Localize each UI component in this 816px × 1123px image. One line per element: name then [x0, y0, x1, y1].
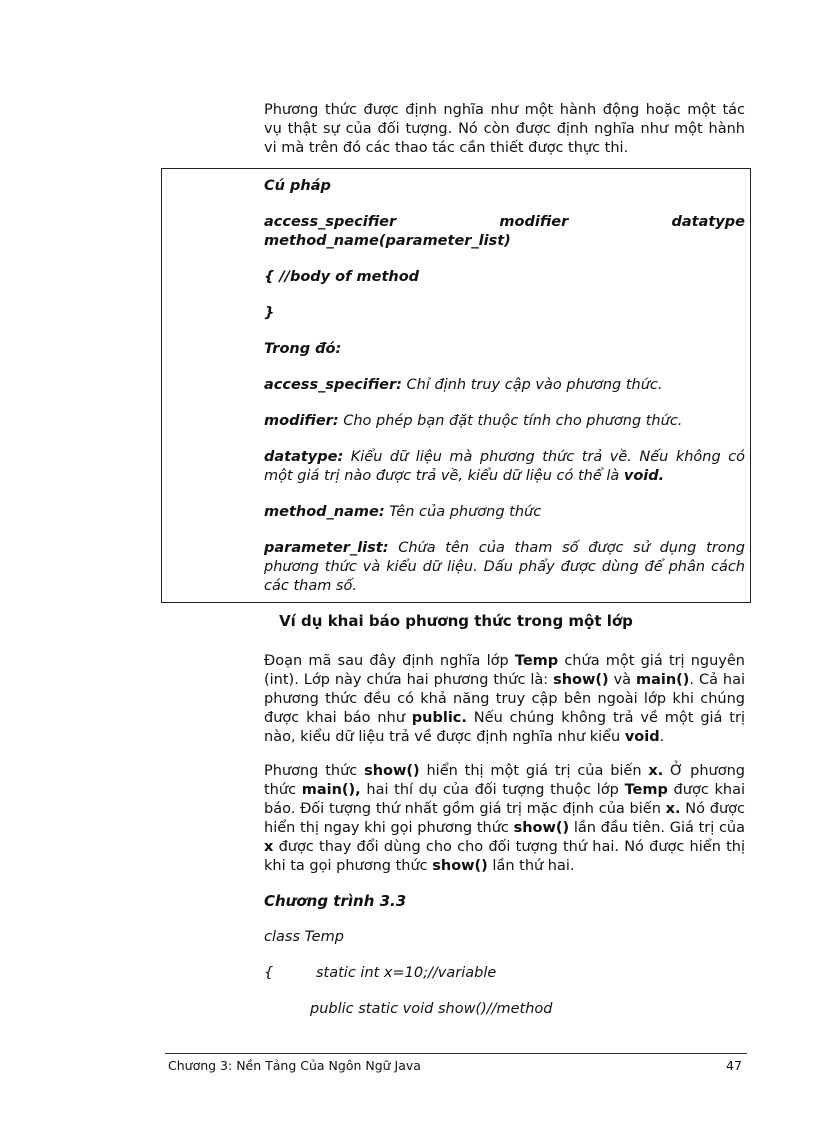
paragraph-class-temp	[264, 652, 745, 747]
bold-term: Temp	[514, 653, 559, 669]
text: Nếu chúng không trả về một giá trị nào, kiểu dữ liệu trả về được định nghĩa như kiểu	[264, 710, 745, 745]
def-term: modifier:	[264, 413, 339, 429]
syntax-title: Cú pháp	[264, 178, 331, 194]
text: Ở phương thức	[264, 763, 745, 798]
def-term: method_name:	[264, 504, 385, 520]
def-method-name	[264, 503, 745, 522]
text: lần thứ hai.	[487, 858, 575, 874]
syntax-body-open: { //body of method	[264, 269, 420, 285]
bold-term: show()	[553, 672, 609, 688]
syntax-modifier: modifier	[499, 214, 569, 230]
bold-term: main()	[635, 672, 690, 688]
code-line-variable: static int x=10;//variable	[316, 965, 497, 981]
syntax-body-close: }	[264, 305, 275, 321]
text: và	[608, 672, 636, 688]
page-number: 47	[726, 1058, 742, 1073]
text: Phương thức	[264, 763, 365, 779]
def-access-specifier	[264, 376, 745, 395]
bold-term: void	[624, 729, 660, 745]
def-desc: Cho phép bạn đặt thuộc tính cho phương thức.	[338, 413, 683, 429]
bold-term: main(),	[301, 782, 361, 798]
text: chứa một giá trị nguyên (int). Lớp này chứa hai phương thức là:	[264, 653, 745, 688]
where-label: Trong đó:	[264, 341, 342, 357]
def-desc: Chỉ định truy cập vào phương thức.	[401, 377, 663, 393]
text: được thay đổi dùng cho cho đối tượng thứ hai. Nó được hiển thị khi ta gọi phương thức	[264, 839, 745, 874]
section-heading: Ví dụ khai báo phương thức trong một lớp	[279, 612, 633, 630]
bold-term: x	[264, 839, 274, 855]
def-term: access_specifier:	[264, 377, 402, 393]
text: Nó được hiển thị ngay khi gọi phương thức	[264, 801, 745, 836]
code-open-brace: {	[264, 965, 274, 981]
code-line-method: public static void show()//method	[310, 1001, 553, 1017]
footer-chapter: Chương 3: Nền Tảng Của Ngôn Ngữ Java	[168, 1058, 421, 1073]
text: được khai báo. Đối tượng thứ nhất gồm giá trị mặc định của biến	[264, 782, 745, 817]
footer-divider	[165, 1053, 747, 1054]
def-modifier	[264, 412, 745, 431]
def-term: parameter_list:	[264, 540, 389, 556]
bold-term: show()	[513, 820, 570, 836]
syntax-datatype: datatype	[671, 214, 745, 230]
text: hiển thị một giá trị của biến	[419, 763, 649, 779]
def-datatype	[264, 448, 745, 486]
text: .	[659, 729, 665, 745]
syntax-method-name: method_name(parameter_list)	[264, 233, 511, 249]
paragraph-show-method	[264, 762, 745, 876]
def-desc-bold: void.	[623, 468, 665, 484]
bold-term: public.	[411, 710, 467, 726]
text: . Cả hai phương thức đều có khả năng truy cập bên ngoài lớp khi chúng được khai báo như	[264, 672, 745, 726]
bold-term: x.	[648, 763, 664, 779]
def-desc: Chứa tên của tham số được sử dụng trong phương thức và kiểu dữ liệu. Dấu phẩy được dùng để phân cách các tham số.	[264, 540, 745, 594]
text: hai thí dụ của đối tượng thuộc lớp	[360, 782, 625, 798]
def-term: datatype:	[264, 449, 344, 465]
bold-term: show()	[432, 858, 488, 874]
syntax-box-content	[264, 177, 745, 596]
program-title: Chương trình 3.3	[264, 892, 407, 910]
def-desc: Tên của phương thức	[384, 504, 542, 520]
bold-term: x.	[665, 801, 681, 817]
syntax-declaration	[264, 213, 745, 251]
intro-paragraph: Phương thức được định nghĩa như một hành động hoặc một tác vụ thật sự của đối tượng. Nó còn được định nghĩa như một hành vi mà trên đó các thao tác cần thiết được thực thi.	[264, 102, 745, 156]
bold-term: show()	[364, 763, 420, 779]
syntax-box	[161, 168, 751, 603]
code-line-class: class Temp	[264, 929, 344, 945]
syntax-access-specifier: access_specifier	[264, 214, 397, 230]
def-parameter-list	[264, 539, 745, 596]
text: Đoạn mã sau đây định nghĩa lớp	[264, 653, 515, 669]
text: lần đầu tiên. Giá trị của	[569, 820, 745, 836]
bold-term: Temp	[624, 782, 668, 798]
def-desc: Kiểu dữ liệu mà phương thức trả về. Nếu không có một giá trị nào được trả về, kiểu dữ liệu có thể là	[264, 449, 745, 484]
